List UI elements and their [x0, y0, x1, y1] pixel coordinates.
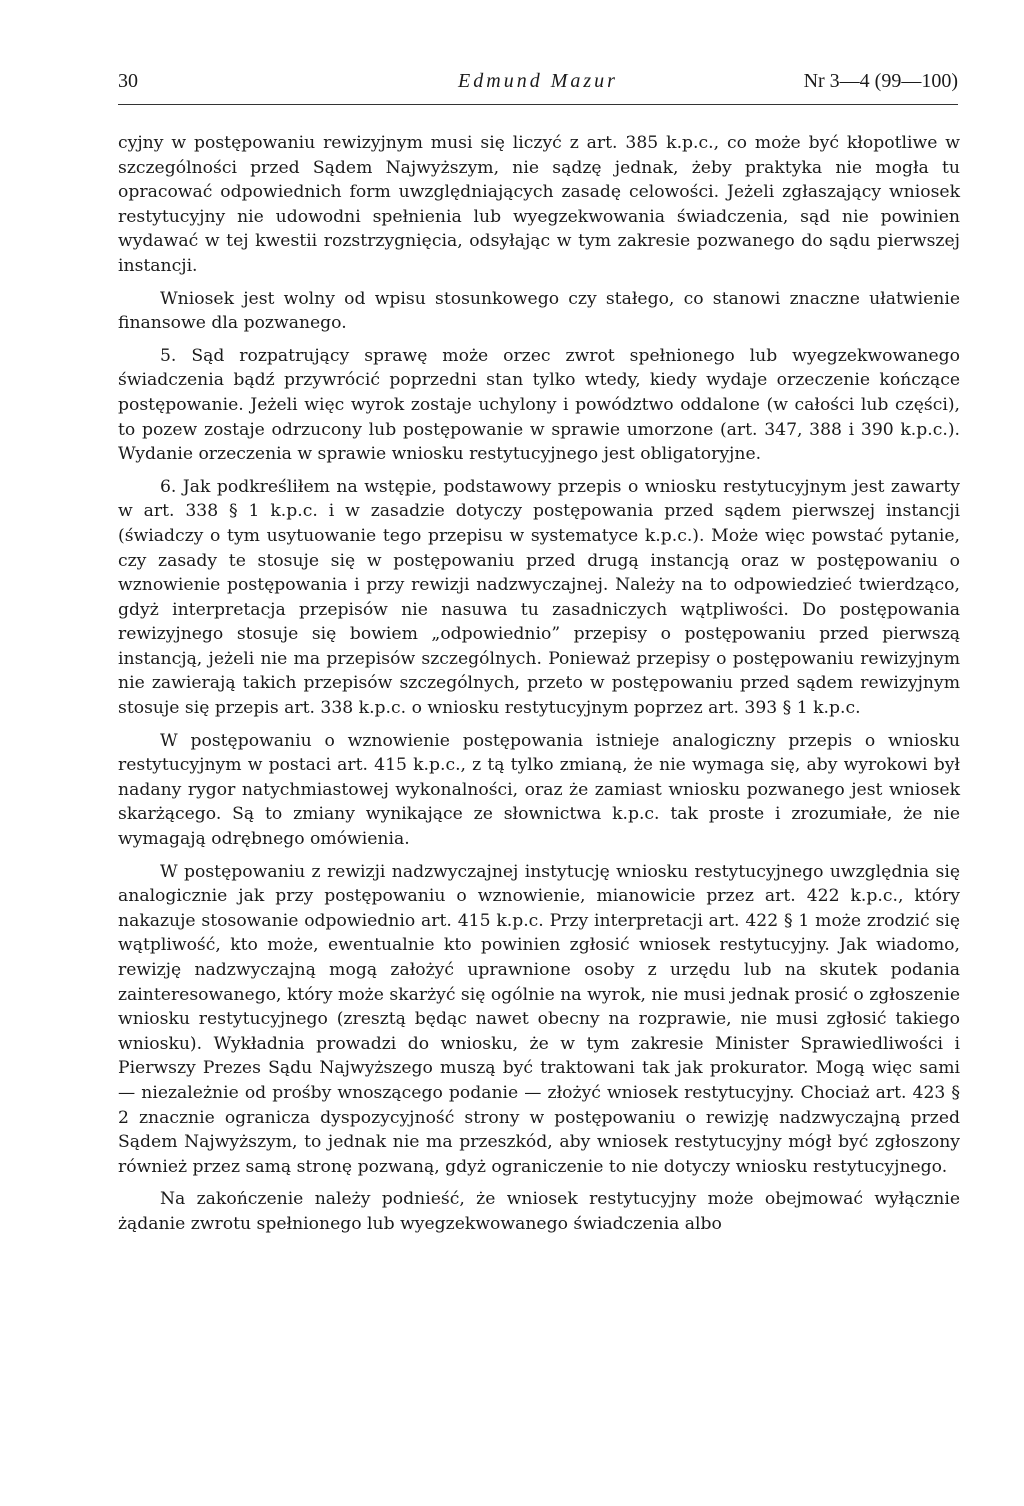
paragraph: W postępowaniu o wznowienie postępowania istnieje analogiczny przepis o wniosku restytucyjnym w postaci art. 415 k.p.c., z tą tylko zmianą, że nie wymaga się, aby wyrokowi był nadany rygor natychmiastowej wykonalności, oraz że zamiast wniosku pozwanego jest wniosek skarżącego. Są to zmiany wynikające ze słownictwa k.p.c. tak proste i zrozumiałe, że nie wymagają odrębnego omówienia. — [118, 730, 960, 850]
article-body — [118, 131, 960, 1245]
paragraph: W postępowaniu z rewizji nadzwyczajnej instytucję wniosku restytucyjnego uwzględnia się analogicznie jak przy postępowaniu o wznowienie, mianowicie przez art. 422 k.p.c., który nakazuje stosowanie odpowiednio art. 415 k.p.c. Przy interpretacji art. 422 § 1 może zrodzić się wątpliwość, kto może, ewentualnie kto powinien zgłosić wniosek restytucyjny. Jak wiadomo, rewizję nadzwyczajną mogą założyć uprawnione osoby z urzędu lub na skutek podania zainteresowanego, który może skarżyć się ogólnie na wyrok, nie musi jednak prosić o zgłoszenie wniosku restytucyjnego (zresztą będąc nawet obecny na rozprawie, nie musi zgłosić takiego wniosku). Wykładnia prowadzi do wniosku, że w tym zakresie Minister Sprawiedliwości i Pierwszy Prezes Sądu Najwyższego muszą być traktowani tak jak prokurator. Mogą więc sami — niezależnie od prośby wnoszącego podanie — złożyć wniosek restytucyjny. Chociaż art. 423 § 2 znacznie ogranicza dyspozycyjność strony w postępowaniu o rewizję nadzwyczajną przed Sądem Najwyższym, to jednak nie ma przeszkód, aby wniosek restytucyjny mógł być zgłoszony również przez samą stronę pozwaną, gdyż ograniczenie to nie dotyczy wniosku restytucyjnego. — [118, 861, 960, 1177]
issue-number: Nr 3—4 (99—100) — [803, 70, 958, 92]
header-rule — [118, 104, 958, 105]
paragraph: Wniosek jest wolny od wpisu stosunkowego czy stałego, co stanowi znaczne ułatwienie finansowe dla pozwanego. — [118, 288, 960, 334]
paragraph-continued: cyjny w postępowaniu rewizyjnym musi się liczyć z art. 385 k.p.c., co może być kłopotliwe w szczególności przed Sądem Najwyższym, nie sądzę jednak, żeby praktyka nie mogła tu opracować odpowiednich form uwzględniających zasadę celowości. Jeżeli zgłaszający wniosek restytucyjny nie udowodni spełnienia lub wyegzekwowania świadczenia, sąd nie powinien wydawać w tej kwestii rozstrzygnięcia, odsyłając w tym zakresie pozwanego do sądu pierwszej instancji. — [118, 133, 960, 276]
paragraph-section-5: 5. Sąd rozpatrujący sprawę może orzec zwrot spełnionego lub wyegzekwowanego świadczenia bądź przywrócić poprzedni stan tylko wtedy, kiedy wydaje orzeczenie kończące postępowanie. Jeżeli więc wyrok zostaje uchylony i powództwo oddalone (w całości lub części), to pozew zostaje odrzucony lub postępowanie w sprawie umorzone (art. 347, 388 i 390 k.p.c.). Wydanie orzeczenia w sprawie wniosku restytucyjnego jest obligatoryjne. — [118, 345, 960, 465]
running-header — [118, 68, 958, 100]
paragraph: Na zakończenie należy podnieść, że wniosek restytucyjny może obejmować wyłącznie żądanie zwrotu spełnionego lub wyegzekwowanego świadczenia albo — [118, 1189, 960, 1234]
page-number: 30 — [118, 70, 138, 92]
paragraph-section-6: 6. Jak podkreśliłem na wstępie, podstawowy przepis o wniosku restytucyjnym jest zawarty w art. 338 § 1 k.p.c. i w zasadzie dotyczy postępowania przed sądem pierwszej instancji (świadczy o tym usytuowanie tego przepisu w systematyce k.p.c.). Może więc powstać pytanie, czy zasady te stosuje się w postępowaniu przed drugą instancją oraz w postępowaniu o wznowienie postępowania i przy rewizji nadzwyczajnej. Należy na to odpowiedzieć twierdząco, gdyż interpretacja przepisów nie nasuwa tu zasadniczych wątpliwości. Do postępowania rewizyjnego stosuje się bowiem „odpowiednio” przepisy o postępowaniu przed pierwszą instancją, jeżeli nie ma przepisów szczególnych. Ponieważ przepisy o postępowaniu rewizyjnym nie zawierają takich przepisów szczególnych, przeto w postępowaniu przed sądem rewizyjnym stosuje się przepis art. 338 k.p.c. o wniosku restytucyjnym poprzez art. 393 § 1 k.p.c. — [118, 476, 960, 719]
running-author: Edmund Mazur — [458, 70, 618, 92]
